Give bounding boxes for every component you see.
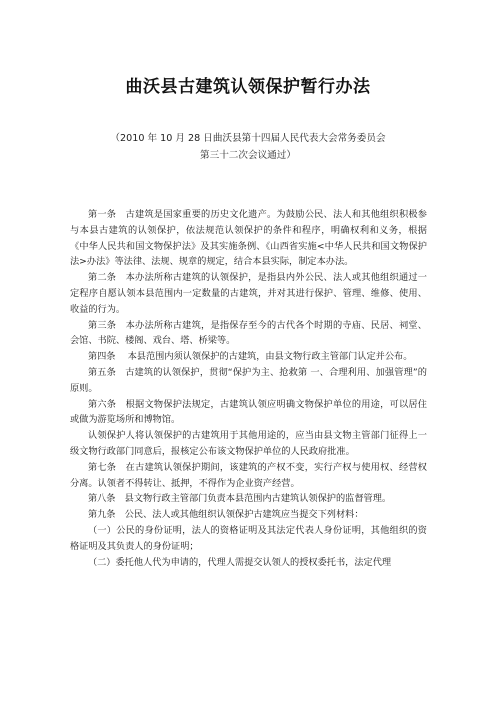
document-title: 曲沃县古建筑认领保护暂行办法 [125,77,371,97]
article-9-item-1: （一）公民的身份证明，法人的资格证明及其法定代表人身份证明，其他组织的资格证明及其负责人的身份证明； [70,524,427,552]
article-7: 第七条 在古建筑认领保护期间，该建筑的产权不变，实行产权与使用权、经营权分离。认领者不得转让、抵押，不得作为企业资产经营。 [70,461,427,489]
document-body [70,207,427,570]
article-6: 第六条 根据文物保护法规定，古建筑认领应明确文物保护单位的用途，可以居住或做为游览场所和博物馆。 [70,398,427,426]
article-6-clause: 认领保护人将认领保护的古建筑用于其他用途的，应当由县文物主管部门征得上一级文物行政部门同意后，报核定公布该文物保护单位的人民政府批准。 [70,430,427,457]
article-8: 第八条 县文物行政主管部门负责本县范围内古建筑认领保护的监督管理。 [87,493,392,505]
article-4: 第四条 本县范围内须认领保护的古建筑，由县文物行政主管部门认定并公布。 [87,351,413,363]
article-1: 第一条 古建筑是国家重要的历史文化遗产。为鼓励公民、法人和其他组织积极参与本县古建筑的认领保护，依法规范认领保护的条件和程序，明确权利和义务，根据《中华人民共和国文物保护法》及其实施条例、《山西省实施<中华人民共和国文物保护法>办法》等法律、法规、规章的规定，结合本县实际，制定本办法。 [70,209,427,268]
document-subtitle-line-2: 第三十二次会议通过） [200,150,296,161]
article-3: 第三条 本办法所称古建筑，是指保存至今的古代各个时期的寺庙、民居、祠堂、会馆、书院、楼阁、戏台、塔、桥梁等。 [70,319,427,347]
article-9: 第九条 公民、法人或其他组织认领保护古建筑应当提交下列材料： [87,509,364,521]
document-subtitle-line-1: （2010 年 10 月 28 日曲沃县第十四届人民代表大会常务委员会 [110,133,386,144]
article-2: 第二条 本办法所称古建筑的认领保护，是指县内外公民、法人或其他组织通过一定程序自愿认领本县范围内一定数量的古建筑，并对其进行保护、管理、维修、使用、收益的行为。 [70,272,427,315]
article-5: 第五条 古建筑的认领保护，贯彻“保护为主、抢救第 一、合理利用、加强管理”的原则。 [70,366,427,394]
article-9-item-2: （二）委托他人代为申请的，代理人需提交认领人的授权委托书，法定代理 [87,556,392,568]
